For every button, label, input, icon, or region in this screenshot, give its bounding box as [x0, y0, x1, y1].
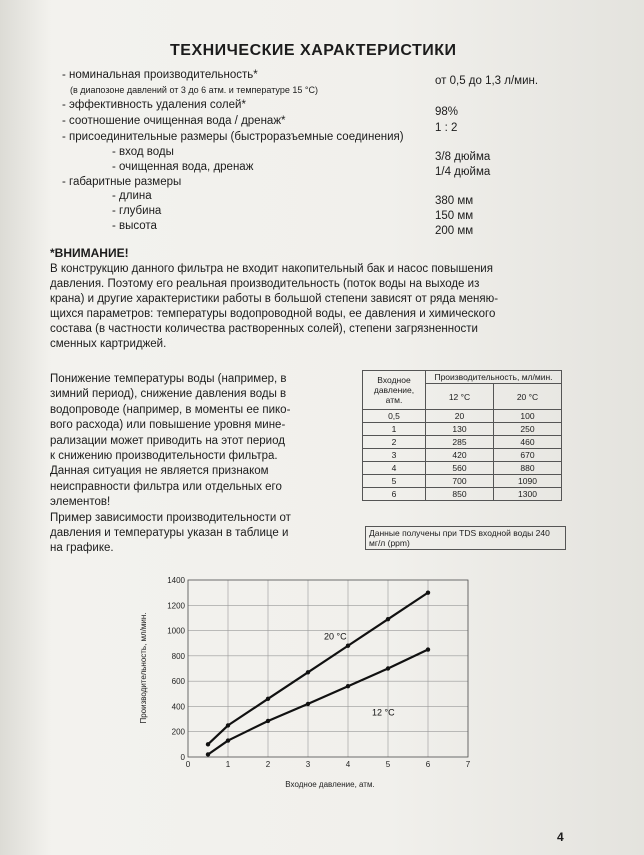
- spec-inlet: - вход воды: [112, 146, 174, 158]
- y-tick-label: 600: [171, 677, 185, 687]
- attention-paragraph: [50, 262, 498, 352]
- y-tick-label: 1400: [167, 576, 185, 585]
- x-tick-label: 5: [385, 760, 391, 769]
- table-row: [363, 449, 562, 462]
- plot-frame: [188, 580, 468, 757]
- table-cell: 1090: [493, 475, 561, 488]
- attention-line: сменных картриджей.: [50, 338, 167, 350]
- data-point: [426, 647, 430, 651]
- table-cell: 6: [363, 488, 426, 501]
- spec-productivity-note: (в диапозоне давлений от 3 до 6 атм. и температуре 15 °С): [70, 85, 318, 95]
- spec-depth-value: 150 мм: [435, 210, 474, 222]
- chart-xlabel: Входное давление, атм.: [285, 780, 375, 789]
- x-tick-label: 0: [185, 760, 191, 769]
- side-line: вого расхода) или повышение уровня мине-: [50, 419, 286, 432]
- side-paragraph: [50, 372, 291, 557]
- table-cell: 460: [493, 436, 561, 449]
- data-point: [306, 702, 310, 706]
- data-point: [266, 697, 270, 701]
- series-label: 12 °С: [372, 707, 395, 718]
- series-line: [208, 593, 428, 745]
- y-tick-label: 800: [171, 651, 185, 661]
- performance-chart: [130, 570, 480, 795]
- spec-productivity: - номинальная производительность*: [62, 69, 258, 81]
- x-tick-label: 4: [345, 760, 351, 769]
- table-cell: 670: [493, 449, 561, 462]
- side-line: на графике.: [50, 542, 114, 555]
- attention-line: В конструкцию данного фильтра не входит накопительный бак и насос повышения: [50, 263, 493, 275]
- y-tick-label: 0: [180, 753, 185, 762]
- table-cell: 100: [493, 410, 561, 423]
- side-line: неисправности фильтра или отдельных его: [50, 480, 282, 493]
- table-cell: 1300: [493, 488, 561, 501]
- side-line: давления и температуры указан в таблице и: [50, 527, 289, 540]
- chart-ylabel: Производительность, мл/мин.: [139, 612, 148, 724]
- side-line: Данная ситуация не является признаком: [50, 465, 269, 478]
- data-point: [206, 742, 210, 746]
- data-point: [306, 670, 310, 674]
- performance-table: [362, 370, 562, 501]
- spec-height-value: 200 мм: [435, 225, 474, 237]
- page-number: 4: [557, 830, 564, 844]
- table-cell: 850: [426, 488, 494, 501]
- table-cell: 3: [363, 449, 426, 462]
- data-point: [226, 738, 230, 742]
- spec-connect: - присоединительные размеры (быстроразъемные соединения): [62, 131, 404, 143]
- attention-line: крана) и другие характеристики работы в большой степени зависят от ряда меняю-: [50, 293, 499, 305]
- side-line: зимний период), снижение давления воды в: [50, 388, 287, 401]
- table-cell: 20: [426, 410, 494, 423]
- table-cell: 880: [493, 462, 561, 475]
- attention-line: давления. Поэтому его реальная производительность (поток воды на выходе из: [50, 278, 480, 290]
- data-point: [266, 719, 270, 723]
- series-label: 20 °С: [324, 631, 347, 642]
- spec-length: - длина: [112, 190, 152, 202]
- spec-salt-value: 98%: [435, 106, 459, 118]
- spec-height: - высота: [112, 220, 157, 232]
- spec-salt: - эффективность удаления солей*: [62, 99, 246, 111]
- spec-depth: - глубина: [112, 205, 162, 217]
- table-header-12c: 12 °С: [426, 384, 494, 410]
- side-line: водопроводе (например, в моменты ее пико-: [50, 403, 291, 416]
- table-cell: 2: [363, 436, 426, 449]
- data-point: [226, 723, 230, 727]
- spec-ratio: - соотношение очищенная вода / дренаж*: [62, 115, 286, 127]
- table-cell: 4: [363, 462, 426, 475]
- side-line: рализации может приводить на этот период: [50, 434, 285, 447]
- spec-clean-value: 1/4 дюйма: [435, 166, 491, 178]
- data-point: [346, 644, 350, 648]
- x-tick-label: 1: [225, 760, 231, 769]
- table-cell: 250: [493, 423, 561, 436]
- data-point: [386, 617, 390, 621]
- side-line: к снижению производительности фильтра.: [50, 450, 278, 463]
- x-tick-label: 2: [265, 760, 271, 769]
- table-header-20c: 20 °С: [493, 384, 561, 410]
- table-row: [363, 462, 562, 475]
- table-cell: 420: [426, 449, 494, 462]
- table-cell: 700: [426, 475, 494, 488]
- side-line: элементов!: [50, 496, 111, 509]
- side-line: Пример зависимости производительности от: [50, 511, 291, 524]
- table-row: [363, 488, 562, 501]
- data-point: [386, 666, 390, 670]
- table-cell: 285: [426, 436, 494, 449]
- y-tick-label: 1000: [167, 626, 185, 636]
- spec-inlet-value: 3/8 дюйма: [435, 151, 491, 163]
- spec-length-value: 380 мм: [435, 195, 474, 207]
- page-title: ТЕХНИЧЕСКИЕ ХАРАКТЕРИСТИКИ: [170, 42, 457, 59]
- chart-grid: [188, 580, 468, 757]
- attention-line: щихся параметров: температуры водопроводной воды, ее давления и химического: [50, 308, 496, 320]
- data-point: [346, 684, 350, 688]
- attention-heading: *ВНИМАНИЕ!: [50, 246, 129, 260]
- spec-dims: - габаритные размеры: [62, 176, 182, 188]
- data-point: [426, 590, 430, 594]
- x-tick-label: 3: [305, 760, 311, 769]
- table-cell: 560: [426, 462, 494, 475]
- y-tick-label: 200: [171, 727, 185, 737]
- spec-productivity-value: от 0,5 до 1,3 л/мин.: [435, 75, 539, 87]
- table-header-group: Производительность, мл/мин.: [426, 371, 562, 384]
- table-cell: 5: [363, 475, 426, 488]
- table-cell: 0,5: [363, 410, 426, 423]
- table-cell: 1: [363, 423, 426, 436]
- x-tick-label: 6: [425, 760, 431, 769]
- table-row: [363, 410, 562, 423]
- y-tick-label: 400: [171, 702, 185, 712]
- table-cell: 130: [426, 423, 494, 436]
- x-tick-label: 7: [465, 760, 471, 769]
- table-header-pressure: Входное давление, атм.: [363, 371, 426, 410]
- spec-clean: - очищенная вода, дренаж: [112, 161, 254, 173]
- table-row: [363, 436, 562, 449]
- attention-line: состава (в частности количества растворенных солей), степени загрязненности: [50, 323, 478, 335]
- side-line: Понижение температуры воды (например, в: [50, 373, 287, 385]
- y-tick-label: 1200: [167, 601, 185, 611]
- data-point: [206, 752, 210, 756]
- spec-ratio-value: 1 : 2: [435, 122, 458, 134]
- table-row: [363, 423, 562, 436]
- table-row: [363, 475, 562, 488]
- table-note: Данные получены при TDS входной воды 240 мг/л (ppm): [365, 526, 566, 550]
